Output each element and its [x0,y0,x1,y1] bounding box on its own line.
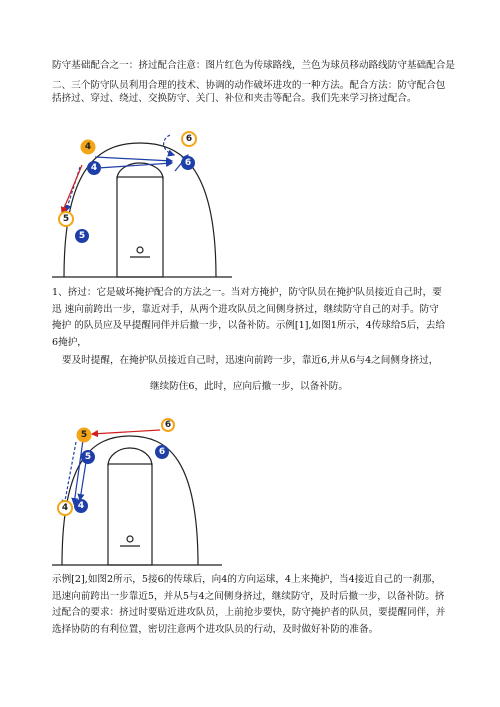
text-line: 掩护 的队员应及早提醒同伴并后撤一步，以备补防。示例[1],如图1所示，4传球给5后，去给 [52,320,445,331]
svg-text:6: 6 [184,158,192,168]
player-offense-4 [81,140,95,154]
text-line: 6掩护， [52,336,87,348]
free-throw-lane [108,464,152,565]
move-path [95,157,172,161]
player-defense-6 [155,445,169,459]
court-diagram-1 [0,125,500,285]
text-line: 迅 速向前跨出一步，靠近对手，从两个进攻队员之间侧身挤过，继续防守自己的对手。防守 [52,303,439,315]
intro-line-3: 括挤过、穿过、绕过、交换防守、关门、补位和夹击等配合。我们先来学习挤过配合。 [52,93,417,104]
svg-text:6: 6 [185,134,193,144]
player-defense-4 [74,499,88,513]
player-defense-6 [181,156,195,170]
text-line: 示例[2],如图2所示，5接6的传球后，向4的方向运球，4上来掩护，当4接近自己的一刹那， [52,574,442,585]
section-1-line-5: 要及时提醒，在掩护队员接近自己时，迅速向前跨一步，靠近6,并从6与4之间侧身挤过， [62,355,439,366]
player-offense-5 [59,212,73,226]
player-defense-5 [75,229,89,243]
intro-line-1: 防守基础配合之一：挤过配合注意：图片红色为传球路线，兰色为球员移动路线防守基础配合是 [52,60,455,71]
move-path [80,462,86,500]
court-diagram-2 [0,420,500,570]
svg-text:5: 5 [80,430,88,440]
svg-text:4: 4 [84,142,92,152]
svg-text:6: 6 [164,420,172,430]
pass-path [92,430,160,434]
free-throw-circle [108,448,152,466]
player-offense-5 [77,428,91,442]
section-1-line-6: 继续防住6，此时，应向后撤一步，以备补防。 [150,381,348,392]
section-2-text [52,572,445,638]
basket-rim [137,247,143,253]
move-path [164,135,174,155]
player-offense-6 [182,132,196,146]
basket-rim [127,536,133,542]
svg-text:4: 4 [61,503,69,513]
intro-line-2: 二、三个防守队员利用合理的技术、协调的动作破坏进攻的一种方法。配合方法：防守配合包 [52,80,446,91]
player-offense-4 [58,501,72,515]
move-path [64,442,76,506]
section-1-text [52,285,445,351]
player-defense-4 [87,161,101,175]
svg-text:5: 5 [84,452,92,462]
svg-text:5: 5 [78,231,86,241]
player-offense-6 [162,419,174,431]
text-line: 迅速向前跨出一步靠近5，并从5与4之间侧身挤过，继续防守，及时后撤一步，以备补防。挤 [52,590,445,602]
svg-text:4: 4 [77,501,85,511]
svg-text:5: 5 [62,214,70,224]
pass-path [62,165,82,213]
text-line: 选择协防的有利位置，密切注意两个进攻队员的行动，及时做好补防的准备。 [52,623,379,635]
text-line: 1、挤过：它是破坏掩护配合的方法之一。当对方掩护，防守队员在掩护队员接近自己时，要 [52,287,442,298]
svg-text:4: 4 [90,163,98,173]
player-defense-5 [81,450,95,464]
text-line: 过配合的要求：挤过时要贴近进攻队员，上前抢步要快，防守掩护者的队员，要提醒同伴，并 [52,607,446,618]
svg-text:6: 6 [158,447,166,457]
free-throw-lane [117,177,163,277]
